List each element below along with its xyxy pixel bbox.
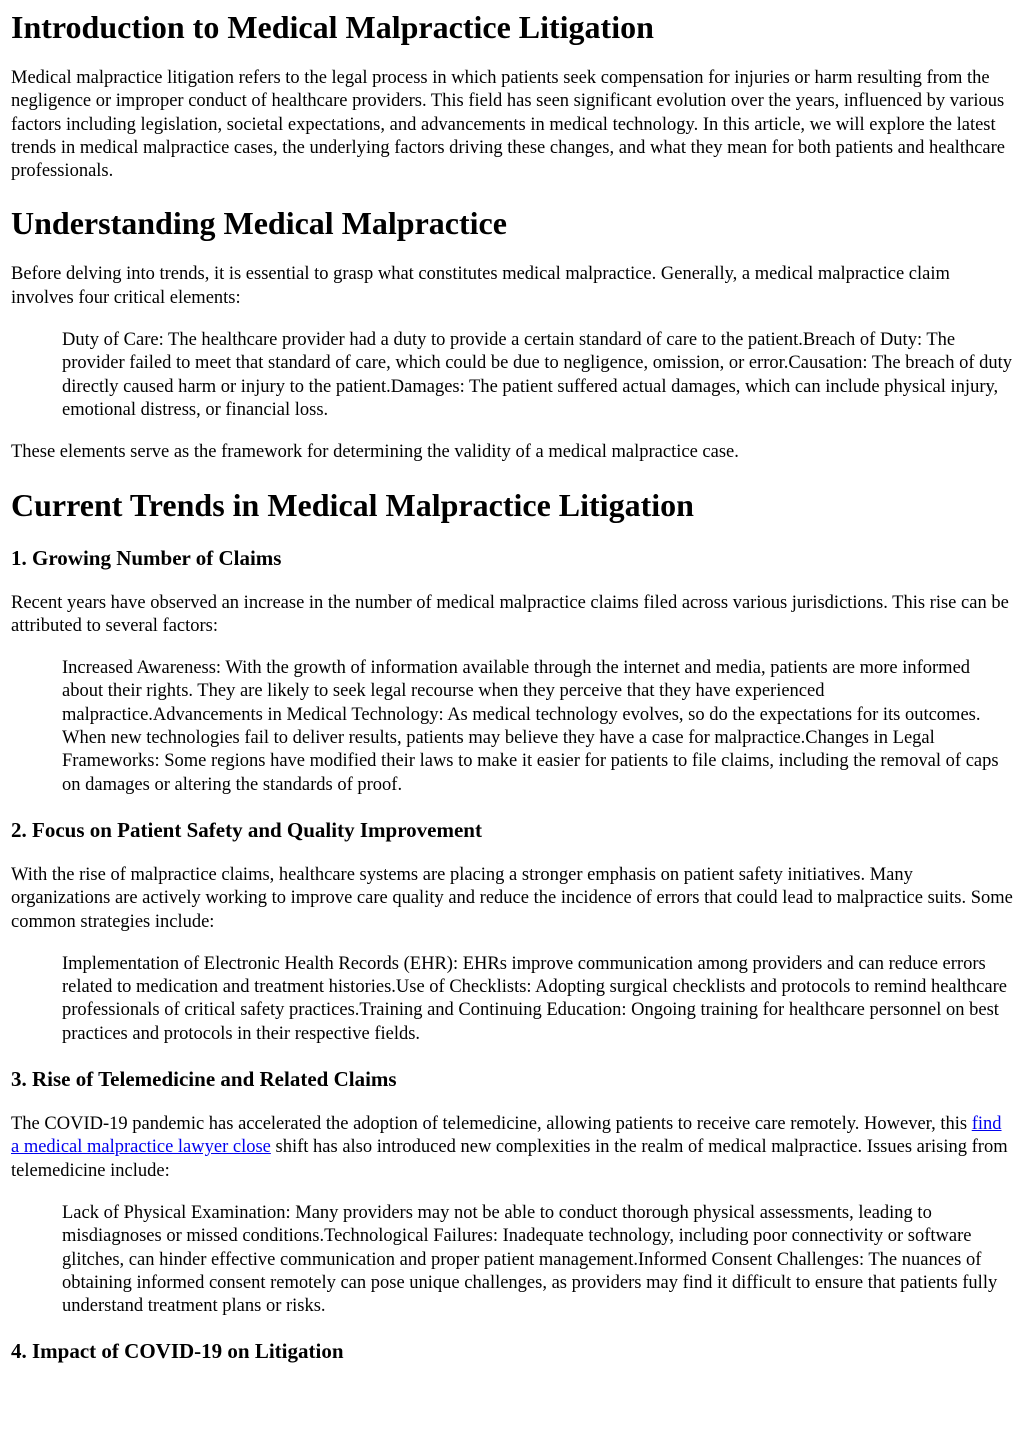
growing-claims-heading: 1. Growing Number of Claims	[11, 545, 282, 570]
telemedicine-paragraph	[11, 1113, 1014, 1183]
patient-safety-quote: Implementation of Electronic Health Records (EHR): EHRs improve communication among providers and can reduce errors related to medication and treatment histories.Use of Checklists: Adopting surgical checklists and protocols to remind healthcare professionals of critical safety practices.Training and Continuing Education: Ongoing training for healthcare personnel on best practices and protocols in their respective fields.	[62, 953, 1007, 1044]
intro-heading: Introduction to Medical Malpractice Litigation	[11, 9, 654, 45]
understanding-closing: These elements serve as the framework for determining the validity of a medical malpractice case.	[11, 442, 739, 463]
understanding-heading: Understanding Medical Malpractice	[11, 205, 507, 242]
elements-quote: Duty of Care: The healthcare provider had a duty to provide a certain standard of care to the patient.Breach of Duty: The provider failed to meet that standard of care, which could be due to negligence, omission, or error.Causation: The breach of duty directly caused harm or injury to the patient.Damages: The patient suffered actual damages, which can include physical injury, emotional distress, or financial loss.	[62, 330, 1013, 420]
covid-impact-heading: 4. Impact of COVID-19 on Litigation	[11, 1339, 344, 1364]
telemedicine-quote: Lack of Physical Examination: Many providers may not be able to conduct thorough physical assessments, leading to misdiagnoses or missed conditions.Technological Failures: Inadequate technology, including poor connectivity or software glitches, can hinder effective communication and proper patient management.Informed Consent Challenges: The nuances of obtaining informed consent remotely can pose unique challenges, as providers may find it difficult to ensure that patients fully understand treatment plans or risks.	[62, 1202, 998, 1317]
growing-claims-quote: Increased Awareness: With the growth of information available through the internet and media, patients are more informed about their rights. They are likely to seek legal recourse when they perceive that they have experienced malpractice.Advancements in Medical Technology: As medical technology evolves, so do the expectations for its outcomes. When new technologies fail to deliver results, patients may believe they have a case for malpractice.Changes in Legal Frameworks: Some regions have modified their laws to make it easier for patients to file claims, including the removal of caps on damages or altering the standards of proof.	[62, 658, 999, 795]
patient-safety-paragraph: With the rise of malpractice claims, healthcare systems are placing a stronger emphasis on patient safety initiatives. Many organizations are actively working to improve care quality and reduce the incidence of errors that could lead to malpractice suits. Some common strategies include:	[11, 864, 1013, 932]
growing-claims-paragraph: Recent years have observed an increase in the number of medical malpractice claims filed across various jurisdictions. This rise can be attributed to several factors:	[11, 592, 1009, 636]
telemedicine-heading: 3. Rise of Telemedicine and Related Claims	[11, 1067, 397, 1092]
trends-heading: Current Trends in Medical Malpractice Litigation	[11, 486, 694, 523]
patient-safety-heading: 2. Focus on Patient Safety and Quality Improvement	[11, 817, 482, 842]
telemedicine-text-before: The COVID-19 pandemic has accelerated the adoption of telemedicine, allowing patients to receive care remotely. However, this	[11, 1114, 972, 1135]
article	[0, 8, 1024, 1364]
understanding-paragraph: Before delving into trends, it is essential to grasp what constitutes medical malpractice. Generally, a medical malpractice claim involves four critical elements:	[11, 264, 950, 308]
telemedicine-text-after: shift has also introduced new complexities in the realm of medical malpractice. Issues arising from telemedicine include:	[11, 1137, 1008, 1181]
intro-paragraph: Medical malpractice litigation refers to the legal process in which patients seek compensation for injuries or harm resulting from the negligence or improper conduct of healthcare providers. This field has seen significant evolution over the years, influenced by various factors including legislation, societal expectations, and advancements in medical technology. In this article, we will explore the latest trends in medical malpractice cases, the underlying factors driving these changes, and what they mean for both patients and healthcare professionals.	[11, 68, 1006, 182]
lawyer-link[interactable]: find a medical malpractice lawyer close	[11, 1114, 1002, 1158]
